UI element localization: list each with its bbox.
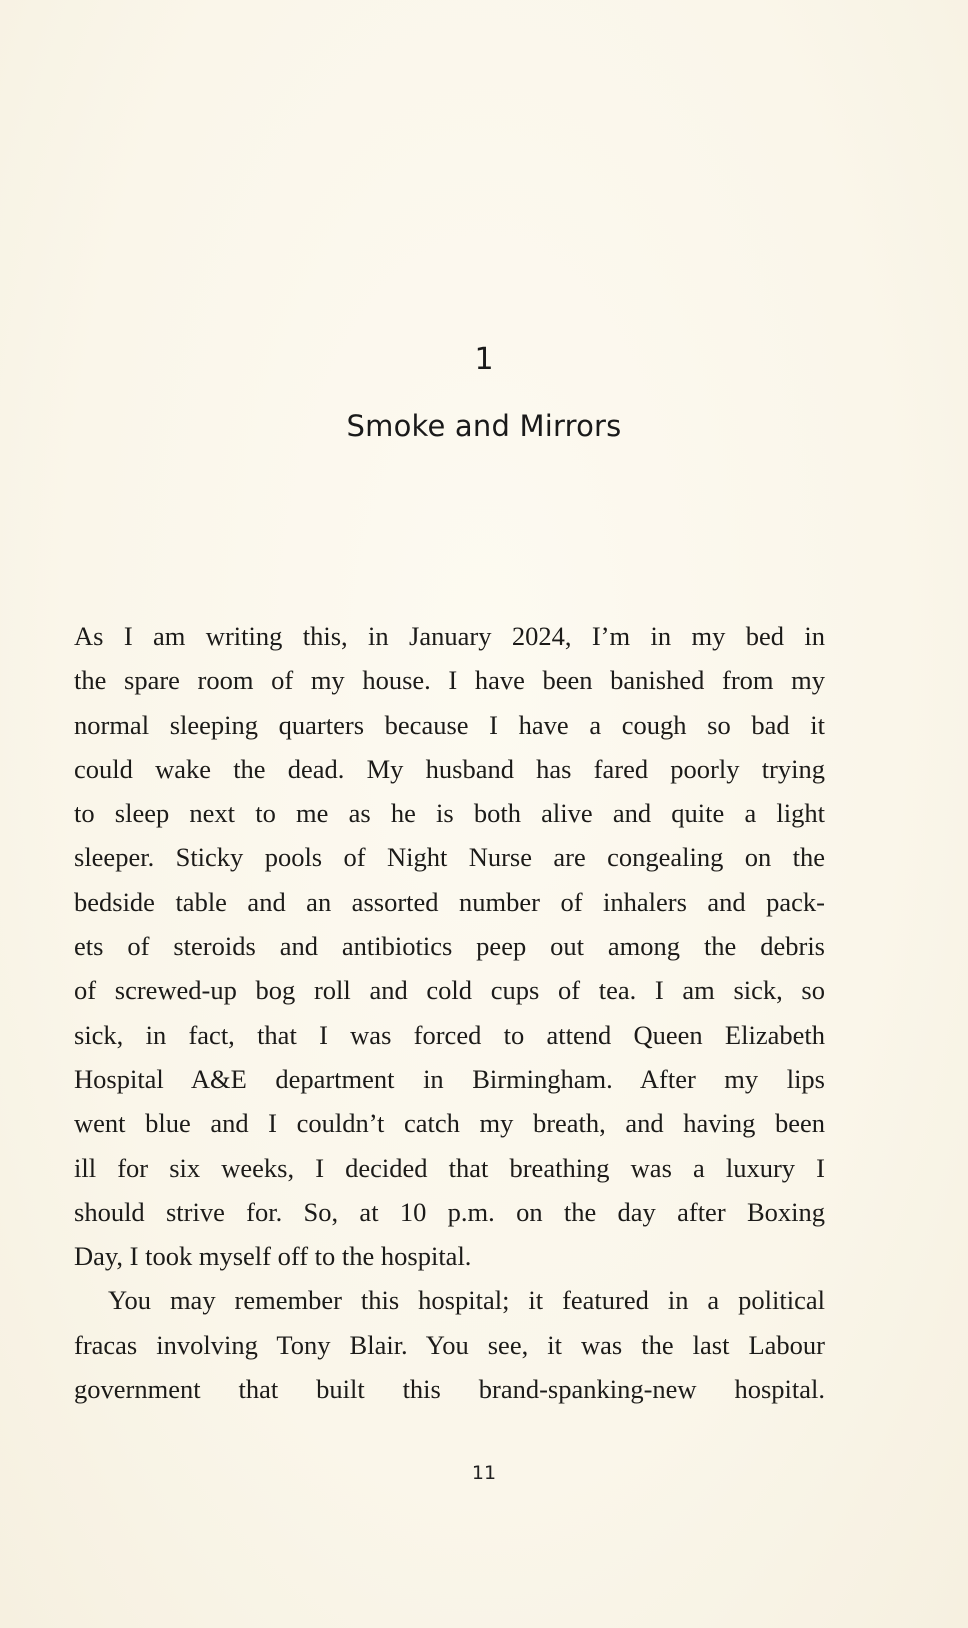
chapter-number: 1 xyxy=(474,342,494,377)
paragraph-2 xyxy=(74,1278,825,1411)
text-line: went blue and I couldn’t catch my breath, and having been xyxy=(74,1108,825,1139)
text-line: You may remember this hospital; it featured in a political xyxy=(108,1285,825,1316)
text-line: to sleep next to me as he is both alive and quite a light xyxy=(74,798,825,829)
text-line: should strive for. So, at 10 p.m. on the day after Boxing xyxy=(74,1196,825,1227)
text-line: government that built this brand-spanking-new hospital. xyxy=(74,1374,825,1405)
text-line: bedside table and an assorted number of inhalers and pack- xyxy=(74,886,825,917)
chapter-title: Smoke and Mirrors xyxy=(346,409,622,443)
text-line: fracas involving Tony Blair. You see, it was the last Labour xyxy=(74,1329,825,1360)
text-line: could wake the dead. My husband has fared poorly trying xyxy=(74,753,825,784)
text-line: Day, I took myself off to the hospital. xyxy=(74,1241,472,1272)
body-text xyxy=(74,614,825,1411)
paragraph-1 xyxy=(74,614,825,1278)
text-line: of screwed-up bog roll and cold cups of tea. I am sick, so xyxy=(74,975,825,1006)
text-line: sleeper. Sticky pools of Night Nurse are congealing on the xyxy=(74,842,825,873)
page-number: 11 xyxy=(471,1462,497,1484)
text-line: normal sleeping quarters because I have a cough so bad it xyxy=(74,709,825,740)
text-line: the spare room of my house. I have been banished from my xyxy=(74,665,825,696)
text-line: Hospital A&E department in Birmingham. After my lips xyxy=(74,1063,825,1094)
text-line: ill for six weeks, I decided that breathing was a luxury I xyxy=(74,1152,825,1183)
text-line: sick, in fact, that I was forced to attend Queen Elizabeth xyxy=(74,1019,825,1050)
text-line: ets of steroids and antibiotics peep out among the debris xyxy=(74,931,825,962)
text-line: As I am writing this, in January 2024, I’m in my bed in xyxy=(74,621,825,651)
